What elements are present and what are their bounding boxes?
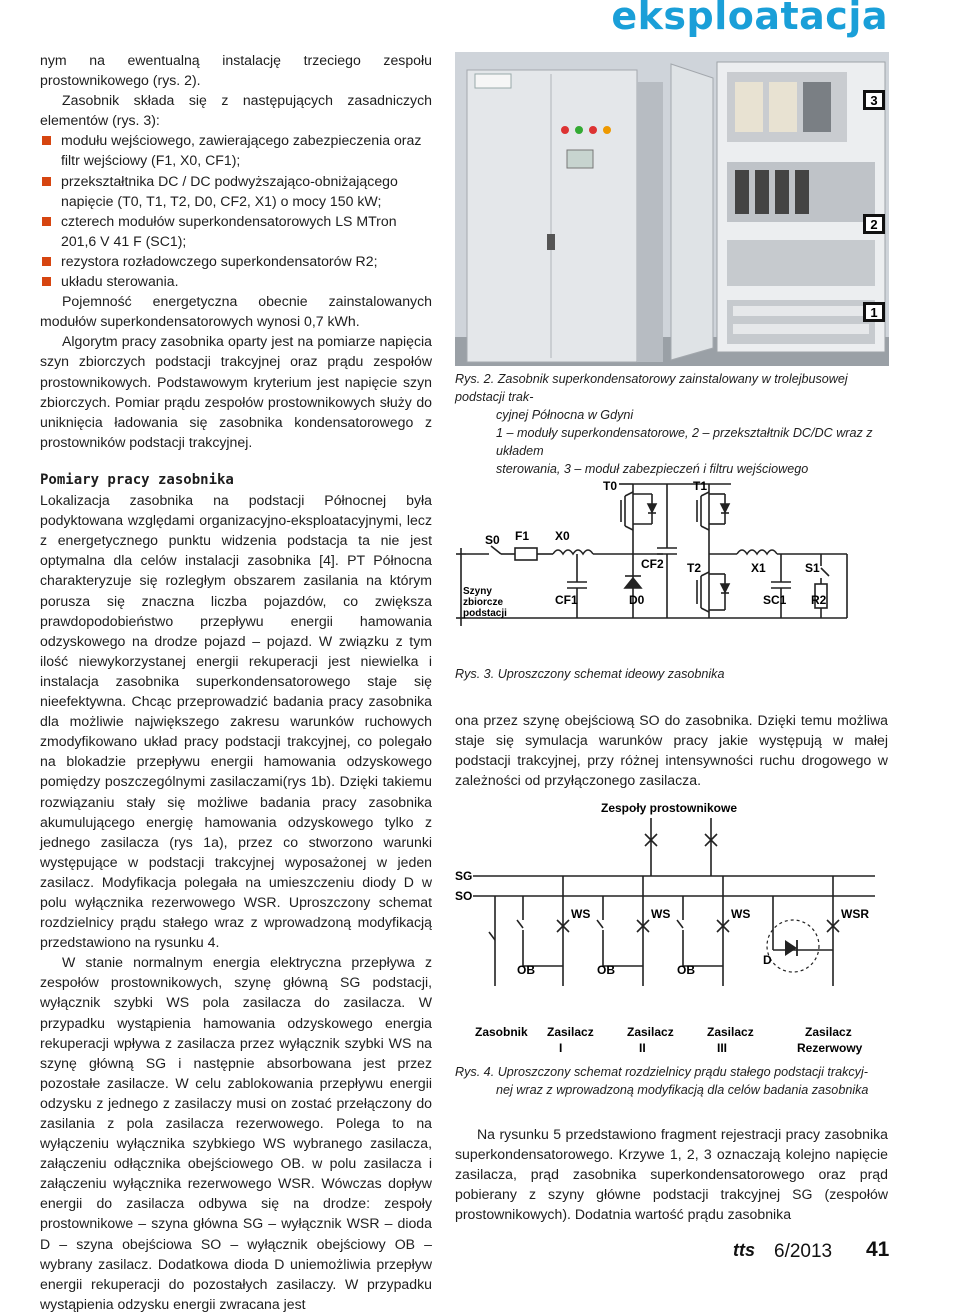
- figure-3-schematic: [455, 476, 890, 666]
- paragraph: Lokalizacja zasobnika na podstacji Północnej była podyktowana względami organizacyjno-eksploatacyjnymi, lecz z energetycznego punktu widzenia podstacja ta nie jest optymalna dla celów instalacji zasobnika [4]. PT Północna charakteryzuje się rozległym obszarem zasilania na którym porusza się znaczna liczba pojazdów, co zwiększa prawdopodobieństwo przepływu energii hamowania odzyskowego na drodze pojazd – pojazd. W związku z tym ilość niewykorzystanej energii rekuperacji jest niewielka i instalacja zasobnika superkondensatorowego staje się nieefektywna. Chcąc przeprowadzić badania pracy zasobnika dla możliwie największego zakresu warunków ruchowych zmodyfikowano układ pracy podstacji trakcyjnej, co polegało na blokadzie przepływu energii hamowania odzyskowego pomiędzy poszczególnymi zasilaczami(rys 1b). Dzięki takiemu rozwiązaniu stały się możliwe badania pracy zasobnika akumulującego energię hamowania odzyskowego tylko z jednego zasilacza (rys 1a), przez co stworzono warunki występujące w podstacji trakcyjnej wyposażonej w jeden zasilacz. Modyfikacja polegała na umieszczeniu diody D w polu wyłącznika rezerwowego WSR. Uproszczony schemat rozdzielnicy prądu stałego wraz z wprowadzoną modyfikacją przedstawiono na rysunku 4.: [40, 492, 432, 951]
- label-zasilacz-2: Zasilacz: [627, 1025, 674, 1039]
- right-mid-text: [455, 710, 888, 790]
- label-x0: X0: [555, 529, 570, 543]
- section-heading: Pomiary pracy zasobnika: [40, 472, 234, 488]
- callout-1: 1: [870, 305, 878, 320]
- callout-2: 2: [870, 217, 878, 232]
- label-wsr: WSR: [841, 907, 869, 921]
- left-top-column: [40, 50, 432, 452]
- label-zasilacz-3: Zasilacz: [707, 1025, 754, 1039]
- label-r2: R2: [811, 593, 827, 607]
- label-s1: S1: [805, 561, 820, 575]
- label-zasobnik: Zasobnik: [475, 1025, 528, 1039]
- figure-3-caption: Rys. 3. Uproszczony schemat ideowy zasobnika: [455, 667, 725, 681]
- caption-line: nej wraz z wprowadzoną modyfikacją dla celów badania zasobnika: [496, 1083, 869, 1097]
- label-d0: D0: [629, 593, 645, 607]
- label-t1: T1: [693, 479, 708, 493]
- paragraph: ona przez szynę obejściową SO do zasobnika. Dzięki temu możliwa staje się symulacja warunków pracy jakie występują w małej podstacji trakcyjnej, przy różnej intensywności ruchu drogowego w zależności od przyłączonego zasilacza.: [455, 712, 888, 789]
- list-item: rezystora rozładowczego superkondensatorów R2;: [40, 251, 432, 271]
- label-bus-line1: Szyny: [463, 586, 492, 597]
- label-d: D: [763, 953, 772, 967]
- caption-line: Rys. 2. Zasobnik superkondensatorowy zainstalowany w trolejbusowej podstacji trak-: [455, 372, 848, 404]
- label-ob-2: OB: [597, 963, 615, 977]
- issue-number: 6/2013: [774, 1241, 833, 1262]
- label-ws-2: WS: [651, 907, 671, 921]
- label-cf2: CF2: [641, 557, 664, 571]
- label-so: SO: [455, 889, 473, 903]
- right-bottom-text: [455, 1124, 888, 1224]
- paragraph: Na rysunku 5 przedstawiono fragment rejestracji pracy zasobnika superkondensatorowego. Krzywe 1, 2, 3 oznaczają kolejno napięcie zasilacza, prąd zasobnika superkondensatorowego oraz prąd pobierany z szyny główne podstacji trakcyjnej SG (zespołów prostownikowych). Dodatnia wartość prądu zasobnika: [455, 1126, 888, 1223]
- figure-4-caption: [455, 1063, 895, 1099]
- label-zasilacz-2-num: II: [639, 1041, 646, 1055]
- label-f1: F1: [515, 529, 530, 543]
- label-sg: SG: [455, 869, 473, 883]
- label-ws-1: WS: [571, 907, 591, 921]
- list-item: modułu wejściowego, zawierającego zabezpieczenia oraz filtr wejściowy (F1, X0, CF1);: [40, 130, 432, 170]
- figure-2-caption: [455, 370, 895, 478]
- label-bus-line3: podstacji: [463, 608, 507, 619]
- list-item: czterech modułów superkondensatorowych LS MTron 201,6 V 41 F (SC1);: [40, 211, 432, 251]
- figure-4-switchgear: [455, 800, 890, 1062]
- journal-brand: tts: [733, 1240, 755, 1260]
- section-header: eksploatacja: [611, 0, 888, 38]
- page-number: 41: [866, 1238, 890, 1261]
- cabinet-photo: [455, 52, 889, 366]
- paragraph: nym na ewentualną instalację trzeciego zespołu prostownikowego (rys. 2).: [40, 52, 432, 89]
- label-t2: T2: [687, 561, 702, 575]
- label-bus-line2: zbiorcze: [463, 597, 504, 608]
- label-ob-3: OB: [677, 963, 695, 977]
- label-rectifiers: Zespoły prostownikowe: [601, 801, 738, 815]
- label-sc1: SC1: [763, 593, 787, 607]
- label-s0: S0: [485, 533, 500, 547]
- list-item: układu sterowania.: [40, 271, 432, 291]
- paragraph: Pojemność energetyczna obecnie zainstalowanych modułów superkondensatorowych wynosi 0,7 kWh.: [40, 293, 432, 330]
- left-bottom-column: [40, 470, 432, 1314]
- label-cf1: CF1: [555, 593, 578, 607]
- schematic-svg: [455, 476, 890, 666]
- label-zasilacz-reserve-sub: Rezerwowy: [797, 1041, 863, 1055]
- label-zasilacz-1: Zasilacz: [547, 1025, 594, 1039]
- label-t0: T0: [603, 479, 618, 493]
- caption-line: Rys. 4. Uproszczony schemat rozdzielnicy prądu stałego podstacji trakcyj-: [455, 1065, 868, 1079]
- caption-line: 1 – moduły superkondensatorowe, 2 – przekształtnik DC/DC wraz z układem: [496, 426, 873, 458]
- list-item: przekształtnika DC / DC podwyższająco-obniżającego napięcie (T0, T1, T2, D0, CF2, X1) o mocy 150 kW;: [40, 171, 432, 211]
- callout-3: 3: [870, 93, 878, 108]
- component-list: [40, 130, 432, 291]
- paragraph: Zasobnik składa się z następujących zasadniczych elementów (rys. 3):: [40, 92, 432, 129]
- label-x1: X1: [751, 561, 766, 575]
- label-zasilacz-reserve: Zasilacz: [805, 1025, 852, 1039]
- caption-line: sterowania, 3 – moduł zabezpieczeń i filtru wejściowego: [496, 462, 809, 476]
- label-ws-3: WS: [731, 907, 751, 921]
- label-ob-1: OB: [517, 963, 535, 977]
- paragraph: W stanie normalnym energia elektryczna przepływa z zespołów prostownikowych, szynę główną SG podstacji, wyłącznik szybki WS pola zasilacza do zasilacza. W przypadku wystąpienia hamowania odzyskowego energia rekuperacji wpływa z zasilacza przez wyłącznik szybki WS na szynę główną SG i następnie absorbowana jest przez pozostałe zasilacze. W celu zablokowania przepływu energii odzysku z jednego z zasilaczy musi on zostać przełączony do zasilania z pola zasilacza rezerwowego. Polega to na wyłączeniu wyłącznika szybkiego WS wybranego zasilacza, załączeniu odłącznika obejściowego OB. w polu zasilacza i załączeniu wyłącznika rezerwowego WSR. Wówczas dopływ energii do zasilacza odbywa się na drodze: zespoły prostownikowe – szyna główna SG – wyłącznik WSR – dioda D – szyna obejściowa SO – wyłącznik obejściowy OB – wybrany zasilacz. Dodatkowa dioda D uniemożliwia przepływ energii rekuperacji do pozostałych zasilaczy. W przypadku wystąpienia odzysku energii zwracana jest: [40, 954, 432, 1312]
- paragraph: Algorytm pracy zasobnika oparty jest na pomiarze napięcia szyn zbiorczych podstacji trakcyjnej oraz prądu zespołów prostownikowych. Podstawowym kryterium jest napięcie szyn zbiorczych. Pomiar prądu zespołów prostownikowych służy do uniknięcia ładowania się zasobnika kondensatorowego z prostowników podstacji trakcyjnej.: [40, 333, 432, 450]
- cabinet-illustration: [455, 52, 889, 366]
- label-zasilacz-1-num: I: [559, 1041, 563, 1055]
- label-zasilacz-3-num: III: [717, 1041, 728, 1055]
- switchgear-svg: [455, 800, 890, 1062]
- caption-line: cyjnej Północna w Gdyni: [496, 408, 634, 422]
